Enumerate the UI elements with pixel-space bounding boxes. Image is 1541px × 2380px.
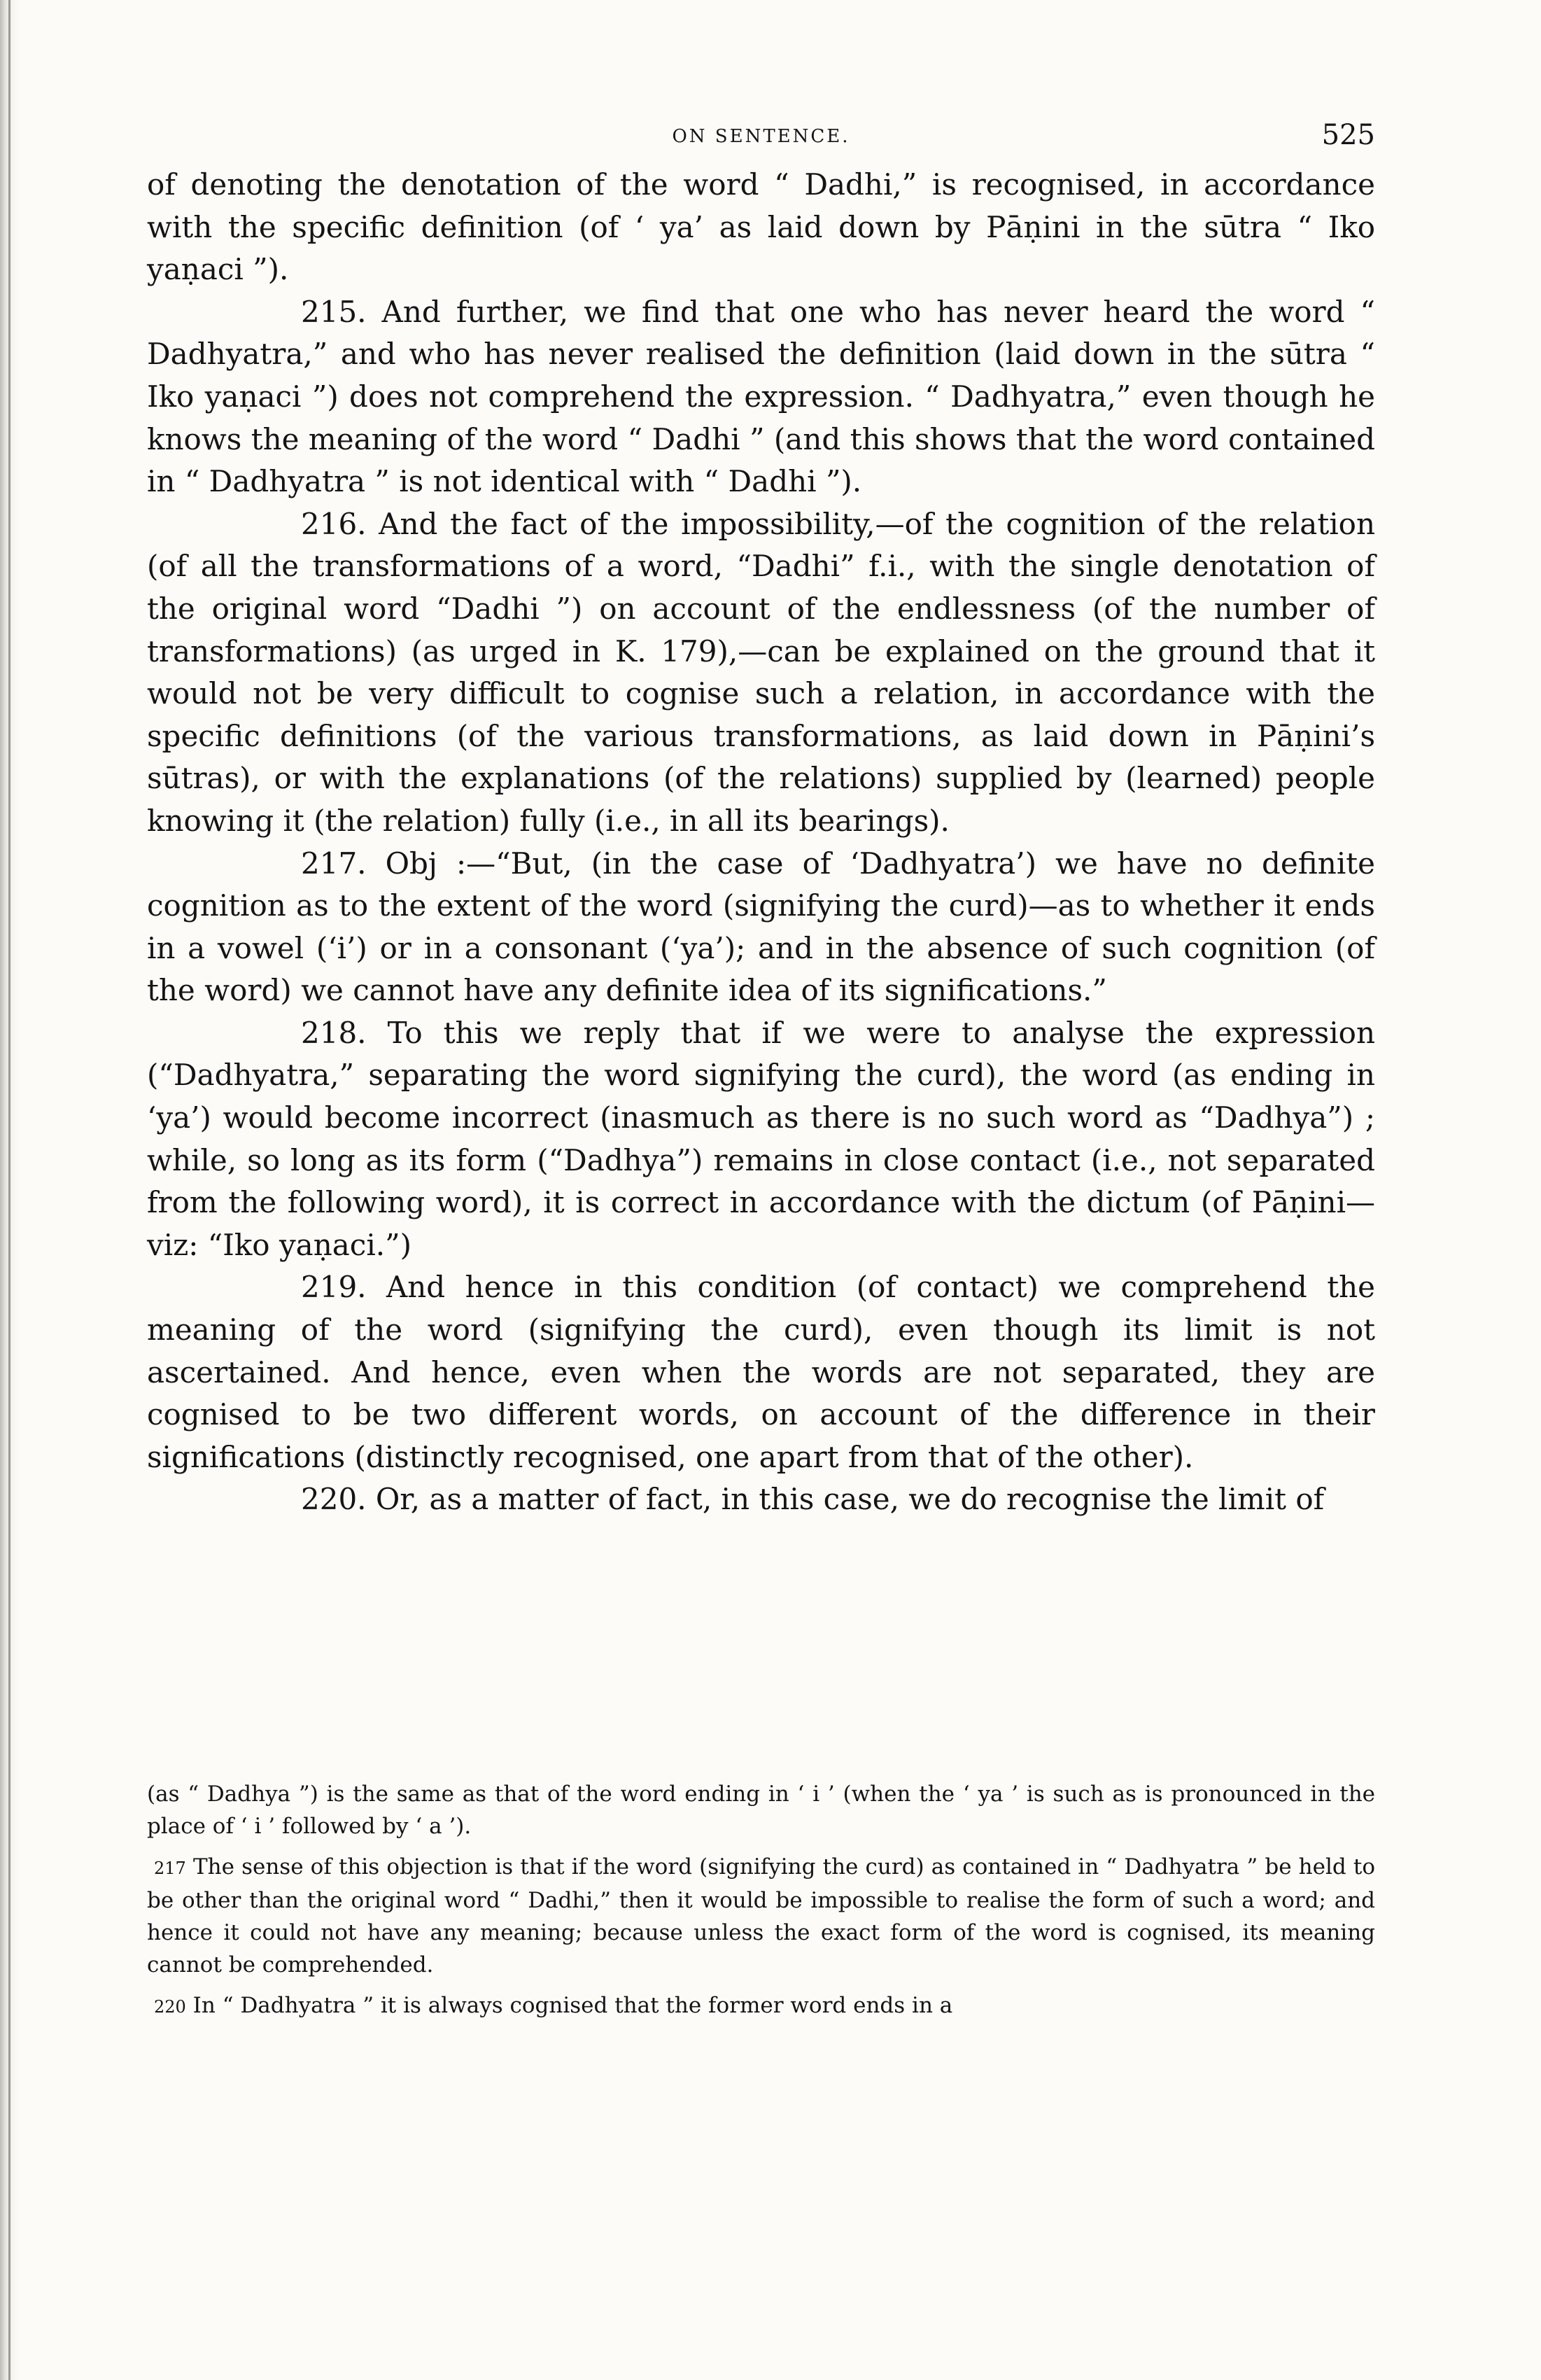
paragraph-216 xyxy=(147,503,1375,843)
main-text xyxy=(147,164,1375,1521)
footnote-text: In “ Dadhyatra ” it is always cognised that the former word ends in a xyxy=(192,1993,953,2018)
binding-edge-line xyxy=(8,0,10,2380)
footnote-220 xyxy=(147,1989,1375,2023)
footnote-continuation xyxy=(147,1778,1375,1842)
footnote-number: 220 xyxy=(154,1997,186,2017)
paragraph-text: Obj :—“But, (in the case of ‘Dadhyatra’) we have no definite cognition as to the extent of the word (signifying the curd)—as to whether it ends in a vowel (‘i’) or in a consonant (‘ya’); and in the absence of such cognition (of the word) we cannot have any definite idea of its significations.” xyxy=(147,846,1375,1008)
paragraph-text: Or, as a matter of fact, in this case, we do recognise the limit of xyxy=(375,1482,1325,1517)
paragraph-number: 220. xyxy=(301,1482,367,1517)
footnote-number: 217 xyxy=(154,1858,186,1878)
page-header xyxy=(147,119,1375,161)
paragraph-number: 216. xyxy=(301,506,367,541)
footnote-text: (as “ Dadhya ”) is the same as that of the word ending in ‘ i ’ (when the ‘ ya ’ is such as is pronounced in the place of ‘ i ’ followed by ‘ a ’). xyxy=(147,1782,1375,1839)
footnote-217 xyxy=(147,1851,1375,1981)
page-number: 525 xyxy=(1321,119,1375,151)
paragraph-number: 215. xyxy=(301,294,367,329)
paragraph-number: 219. xyxy=(301,1270,367,1305)
paragraph-218 xyxy=(147,1012,1375,1267)
footnote-text: The sense of this objection is that if the word (signifying the curd) as contained in “ Dadhyatra ” be held to be other than the original word “ Dadhi,” then it would be impossible to realise the form of such a word; and hence it could not have any meaning; because unless the exact form of the word is cognised, its meaning cannot be comprehended. xyxy=(147,1854,1376,1977)
paragraph-text: And the fact of the impossibility,—of the cognition of the relation (of all the transformations of a word, “Dadhi” f.i., with the single denotation of the original word “Dadhi ”) on account of the endlessness (of the number of transformations) (as urged in K. 179),—can be explained on the ground that it would not be very difficult to cognise such a relation, in accordance with the specific definitions (of the various transformations, as laid down in Pāṇini’s sūtras), or with the explanations (of the relations) supplied by (learned) people knowing it (the relation) fully (i.e., in all its bearings). xyxy=(147,506,1375,838)
paragraph-text: To this we reply that if we were to analyse the expression (“Dadhyatra,” separating the word signifying the curd), the word (as ending in ‘ya’) would become incorrect (inasmuch as there is no such word as “Dadhya”) ; while, so long as its form (“Dadhya”) remains in close contact (i.e., not separated from the following word), it is correct in accordance with the dictum (of Pāṇini—viz: “Iko yaṇaci.”) xyxy=(147,1015,1375,1262)
running-head: ON SENTENCE. xyxy=(672,126,850,147)
paragraph-text: And further, we find that one who has never heard the word “ Dadhyatra,” and who has never realised the definition (laid down in the sūtra “ Iko yaṇaci ”) does not comprehend the expression. “ Dadhyatra,” even though he knows the meaning of the word “ Dadhi ” (and this shows that the word contained in “ Dadhyatra ” is not identical with “ Dadhi ”). xyxy=(147,294,1375,499)
paragraph-220 xyxy=(147,1478,1375,1521)
paragraph-text: And hence in this condition (of contact) we comprehend the meaning of the word (signifying the curd), even though its limit is not ascertained. And hence, even when the words are not separated, they are cognised to be two different words, on account of the difference in their significations (distinctly recognised, one apart from that of the other). xyxy=(147,1270,1375,1474)
paragraph-215 xyxy=(147,291,1375,503)
paragraph-219 xyxy=(147,1266,1375,1478)
footnotes xyxy=(147,1778,1375,2031)
page-content xyxy=(147,119,1375,1521)
paragraph-text: of denoting the denotation of the word “ Dadhi,” is recognised, in accordance with the specific definition (of ‘ ya’ as laid down by Pāṇini in the sūtra “ Iko yaṇaci ”). xyxy=(147,167,1375,287)
paragraph-continuation xyxy=(147,164,1375,291)
paragraph-217 xyxy=(147,843,1375,1012)
paragraph-number: 218. xyxy=(301,1015,367,1050)
paragraph-number: 217. xyxy=(301,846,367,881)
